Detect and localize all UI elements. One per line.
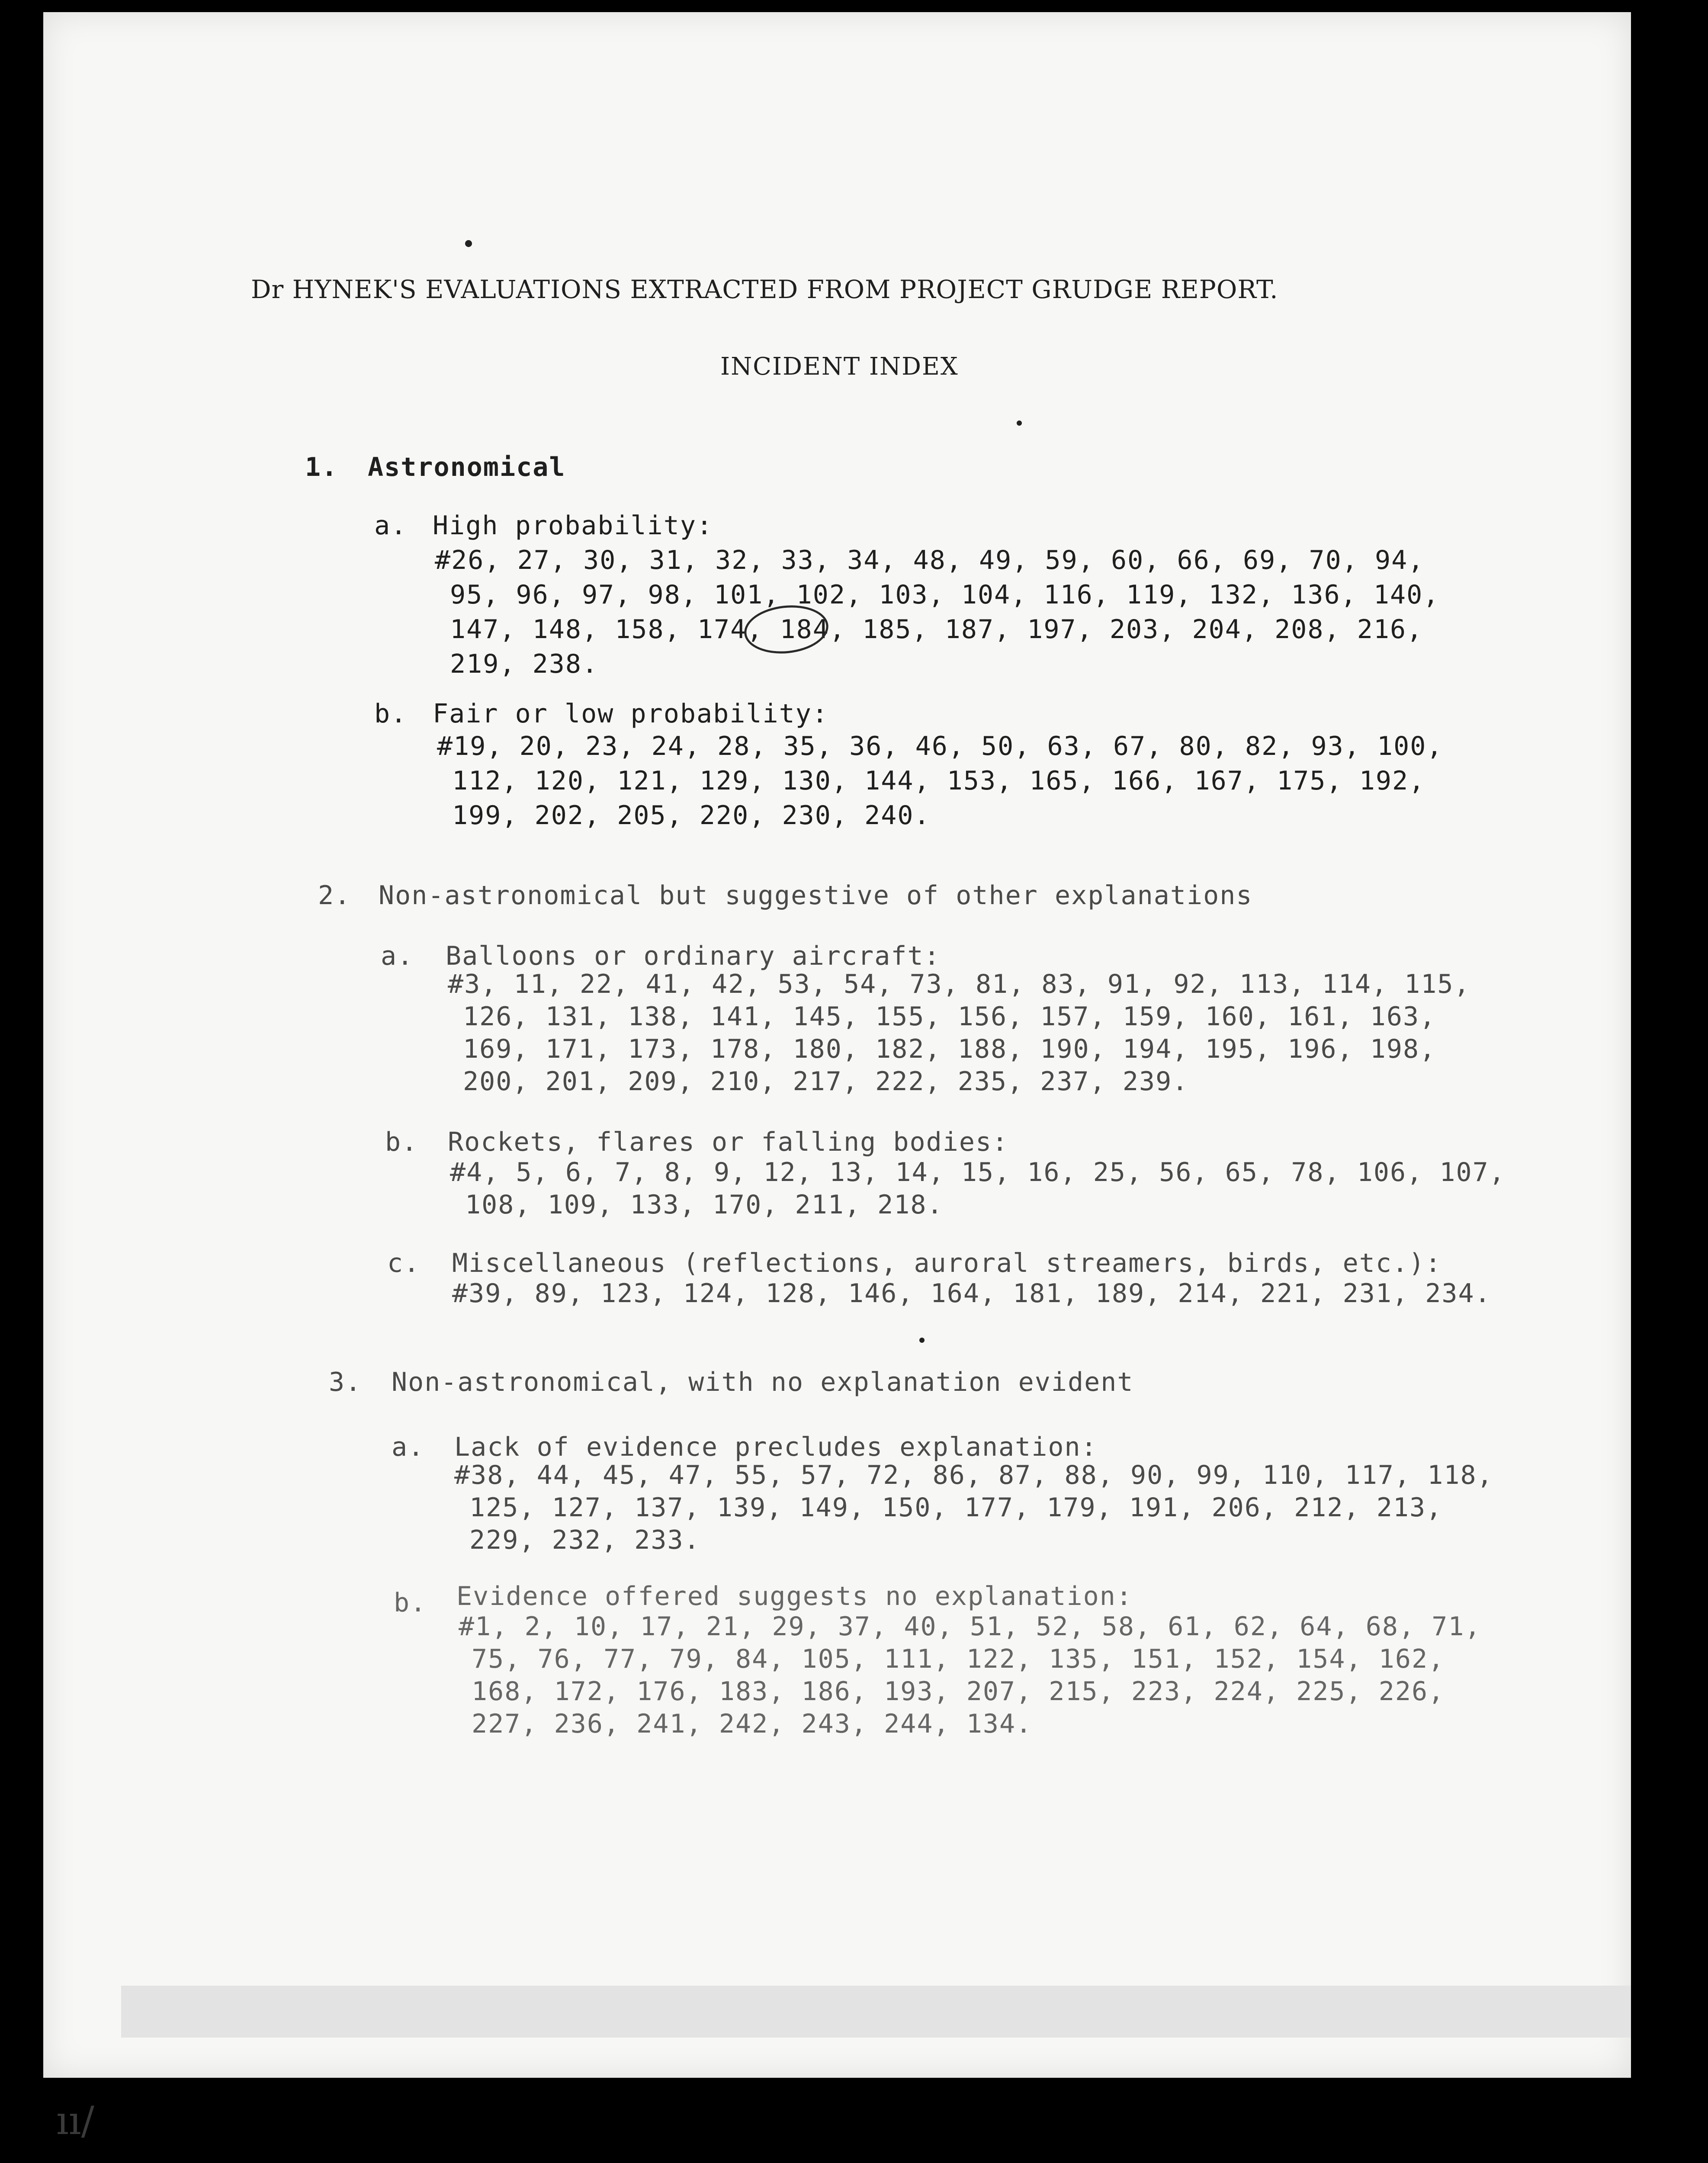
section-heading: Astronomical <box>368 452 566 482</box>
subsection-label: Evidence offered suggests no explanation: <box>456 1581 1133 1611</box>
section-heading: Non-astronomical, with no explanation evident <box>392 1367 1134 1397</box>
incident-list-line: 229, 232, 233. <box>469 1525 700 1555</box>
subsection-label: High probability: <box>433 510 713 541</box>
incident-list-line: #3, 11, 22, 41, 42, 53, 54, 73, 81, 83, 91, 92, 113, 114, 115, <box>448 969 1470 999</box>
incident-list-line: 168, 172, 176, 183, 186, 193, 207, 215, 223, 224, 225, 226, <box>472 1676 1445 1707</box>
subsection-letter: a. <box>381 941 414 971</box>
incident-list-line: 169, 171, 173, 178, 180, 182, 188, 190, 194, 195, 196, 198, <box>463 1034 1436 1064</box>
stray-dot <box>919 1338 925 1343</box>
subsection-label: Balloons or ordinary aircraft: <box>446 941 941 971</box>
incident-list-line: 219, 238. <box>450 649 599 679</box>
incident-list-line: 200, 201, 209, 210, 217, 222, 235, 237, 239. <box>463 1066 1189 1097</box>
subsection-letter: c. <box>387 1248 421 1278</box>
incident-list-line: 147, 148, 158, 174, 184, 185, 187, 197, 203, 204, 208, 216, <box>450 614 1423 645</box>
incident-list-line: 125, 127, 137, 139, 149, 150, 177, 179, 191, 206, 212, 213, <box>469 1492 1443 1523</box>
section-heading: Non-astronomical but suggestive of other explanations <box>379 880 1253 911</box>
section-number: 2. <box>318 880 351 911</box>
incident-list-line: #1, 2, 10, 17, 21, 29, 37, 40, 51, 52, 58, 61, 62, 64, 68, 71, <box>459 1611 1481 1642</box>
incident-list-line: 108, 109, 133, 170, 211, 218. <box>465 1190 944 1220</box>
section-number: 1. <box>305 452 338 482</box>
subsection-letter: b. <box>374 699 408 729</box>
subsection-label: Rockets, flares or falling bodies: <box>448 1127 1009 1157</box>
scan-edge-mark: ıı/ <box>56 2098 94 2144</box>
stray-dot <box>465 240 472 247</box>
stray-dot <box>1017 420 1022 426</box>
subsection-label: Lack of evidence precludes explanation: <box>454 1432 1098 1462</box>
incident-list-line: 112, 120, 121, 129, 130, 144, 153, 165, 166, 167, 175, 192, <box>452 766 1425 796</box>
incident-list-line: #19, 20, 23, 24, 28, 35, 36, 46, 50, 63, 67, 80, 82, 93, 100, <box>437 731 1443 761</box>
incident-list-line: 95, 96, 97, 98, 101, 102, 103, 104, 116, 119, 132, 136, 140, <box>450 580 1440 610</box>
incident-list-line: 227, 236, 241, 242, 243, 244, 134. <box>472 1709 1033 1739</box>
subsection-letter: b. <box>385 1127 418 1157</box>
page-shadow-band <box>121 1986 1631 2038</box>
subsection-letter: a. <box>392 1432 425 1462</box>
incident-list-line: 199, 202, 205, 220, 230, 240. <box>452 800 931 831</box>
subsection-letter: a. <box>374 510 408 541</box>
subsection-label: Miscellaneous (reflections, auroral streamers, birds, etc.): <box>452 1248 1442 1278</box>
incident-list-line: 126, 131, 138, 141, 145, 155, 156, 157, 159, 160, 161, 163, <box>463 1001 1436 1032</box>
subsection-letter: b. <box>394 1588 427 1618</box>
incident-list-line: #39, 89, 123, 124, 128, 146, 164, 181, 189, 214, 221, 231, 234. <box>452 1278 1491 1309</box>
incident-list-line: #38, 44, 45, 47, 55, 57, 72, 86, 87, 88, 90, 99, 110, 117, 118, <box>454 1460 1493 1490</box>
document-title: Dr HYNEK'S EVALUATIONS EXTRACTED FROM PROJECT GRUDGE REPORT. <box>251 275 1278 304</box>
incident-list-line: #26, 27, 30, 31, 32, 33, 34, 48, 49, 59, 60, 66, 69, 70, 94, <box>435 545 1425 575</box>
incident-list-line: #4, 5, 6, 7, 8, 9, 12, 13, 14, 15, 16, 25, 56, 65, 78, 106, 107, <box>450 1157 1506 1187</box>
subsection-label: Fair or low probability: <box>433 699 828 729</box>
incident-list-line: 75, 76, 77, 79, 84, 105, 111, 122, 135, 151, 152, 154, 162, <box>472 1644 1445 1674</box>
document-subtitle: INCIDENT INDEX <box>720 353 959 381</box>
section-number: 3. <box>329 1367 362 1397</box>
